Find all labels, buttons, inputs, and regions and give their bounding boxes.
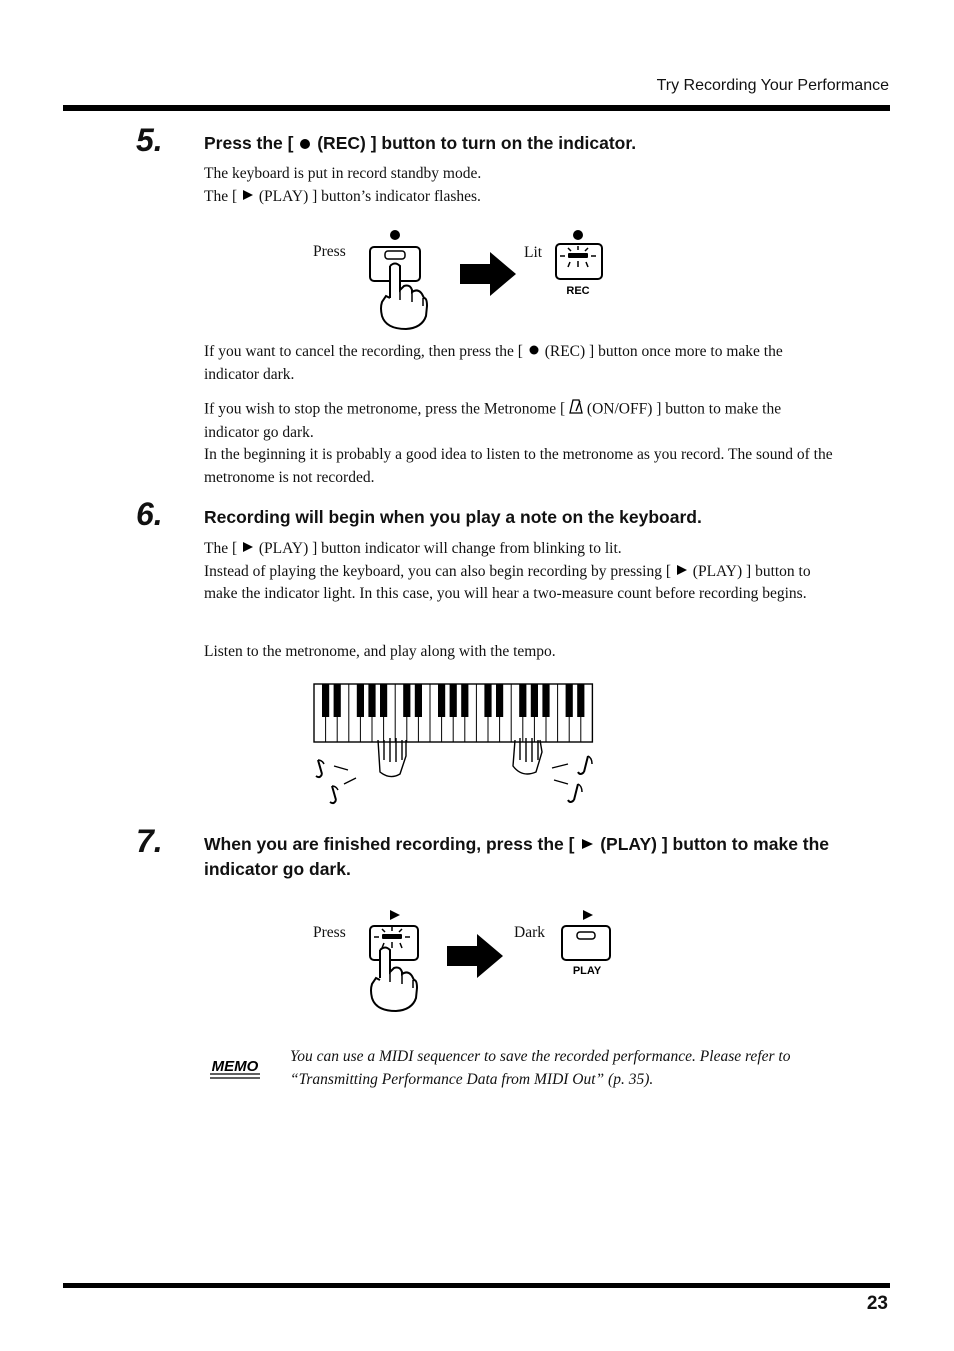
- page-number: 23: [866, 1293, 888, 1314]
- step-7-heading-post: (PLAY) ] button to make the indicator go dark.: [204, 834, 830, 880]
- line2-post: (PLAY) ] button to make the indicator light. In this case, you will hear a two-measure count before recording begins.: [204, 562, 811, 603]
- play-button-caption: PLAY: [572, 965, 602, 977]
- black-key: [484, 684, 491, 717]
- listen-text: Listen to the metronome, and play along with the tempo.: [204, 643, 556, 660]
- play-dark-label: Dark: [514, 924, 545, 941]
- metronome-pre: If you wish to stop the metronome, press the Metronome [: [204, 400, 566, 418]
- rec-lit-figure: [550, 226, 610, 300]
- metronome-icon: [569, 398, 583, 422]
- step-6-body: [204, 538, 834, 606]
- right-hand: [513, 738, 542, 774]
- black-key: [450, 684, 457, 717]
- footer-rule: [63, 1283, 890, 1288]
- black-key: [496, 684, 503, 717]
- step-6-heading: Recording will begin when you play a note on the keyboard.: [204, 507, 702, 527]
- count-in-text: [204, 561, 834, 606]
- metronome-post: (ON/OFF) ] button to make the indicator go dark.: [204, 400, 782, 441]
- step-7-heading-pre: When you are finished recording, press the [: [204, 834, 575, 854]
- memo-icon-text: MEMO: [211, 1058, 259, 1075]
- black-key: [357, 684, 364, 717]
- cancel-recording-text: [204, 341, 834, 386]
- cancel-post: (REC) ] button once more to make the indicator dark.: [204, 343, 783, 383]
- rec-button-caption: REC: [566, 285, 590, 297]
- play-flash-post: (PLAY) ] button’s indicator flashes.: [258, 187, 481, 205]
- metronome-text: [204, 398, 834, 489]
- step-5-heading-pre: Press the [: [204, 133, 294, 153]
- black-key: [380, 684, 387, 717]
- standby-text: The keyboard is put in record standby mode.: [204, 165, 482, 182]
- running-header: Try Recording Your Performance: [656, 77, 889, 94]
- left-hand: [378, 738, 406, 777]
- step-5-heading: [204, 131, 636, 156]
- black-key: [531, 684, 538, 717]
- black-key: [519, 684, 526, 717]
- rec-press-label: Press: [313, 243, 346, 260]
- step-5-heading-post: (REC) ] button to turn on the indicator.: [317, 133, 637, 153]
- play-press-figure: [362, 906, 438, 1014]
- arrow-right-icon: [447, 934, 505, 978]
- black-key: [322, 684, 329, 717]
- rec-lit-label: Lit: [524, 244, 543, 261]
- black-key: [415, 684, 422, 717]
- line1-pre: The [: [204, 540, 238, 557]
- play-flash-text: [204, 186, 834, 209]
- black-key: [542, 684, 549, 717]
- memo-icon: [206, 1052, 264, 1082]
- black-key: [368, 684, 375, 717]
- rec-dot-icon: [527, 341, 541, 364]
- step-5-body: [204, 163, 834, 208]
- piano-keys: [314, 684, 592, 742]
- music-note-icon: [316, 760, 356, 803]
- black-key: [566, 684, 573, 717]
- black-key: [461, 684, 468, 717]
- play-triangle-icon: [241, 538, 255, 561]
- rec-dot-icon: [298, 132, 312, 156]
- step-5-number: 5.: [136, 122, 163, 158]
- play-triangle-icon: [241, 186, 255, 209]
- step-7-number: 7.: [136, 823, 163, 859]
- keyboard-illustration: [310, 680, 600, 808]
- black-key: [334, 684, 341, 717]
- metronome-stop-text: [204, 398, 834, 444]
- cancel-pre: If you want to cancel the recording, then press the [: [204, 343, 523, 360]
- header-rule: [63, 105, 890, 111]
- play-triangle-icon: [579, 833, 595, 857]
- black-key: [403, 684, 410, 717]
- step-6-number: 6.: [136, 496, 163, 532]
- play-triangle-icon: [675, 561, 689, 584]
- arrow-right-icon: [460, 252, 518, 296]
- memo-text: You can use a MIDI sequencer to save the recorded performance. Please refer to “Transmitting Performance Data from MIDI Out” (p. 35).: [290, 1048, 791, 1088]
- play-indicator-text: [204, 538, 834, 561]
- play-press-label: Press: [313, 924, 346, 941]
- play-dark-figure: [556, 906, 620, 980]
- metronome-note: In the beginning it is probably a good idea to listen to the metronome as you record. The sound of the metronome is not recorded.: [204, 446, 833, 486]
- step-7-heading: [204, 832, 834, 881]
- black-key: [577, 684, 584, 717]
- line1-post: (PLAY) ] button indicator will change from blinking to lit.: [258, 540, 622, 557]
- black-key: [438, 684, 445, 717]
- rec-press-figure: [360, 226, 440, 332]
- music-note-icon: [552, 756, 592, 802]
- line2-pre: Instead of playing the keyboard, you can also begin recording by pressing [: [204, 562, 672, 580]
- play-flash-pre: The [: [204, 187, 238, 205]
